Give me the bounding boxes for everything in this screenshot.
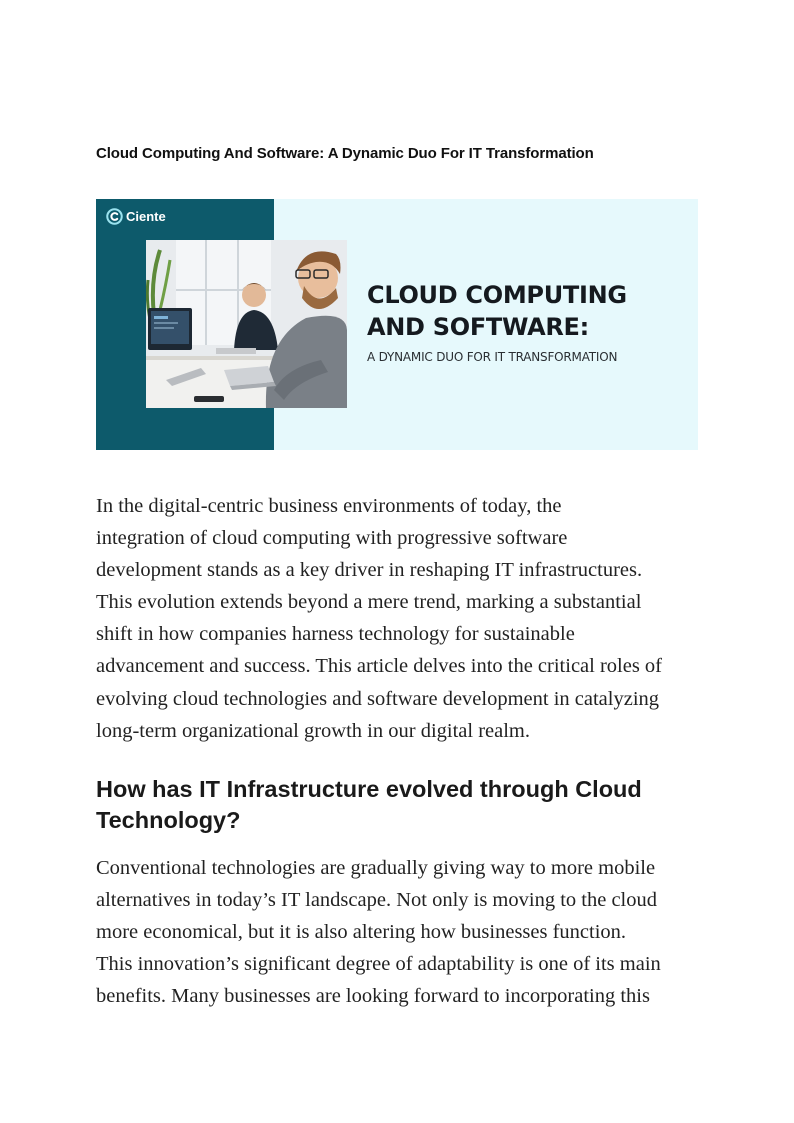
document-title: Cloud Computing And Software: A Dynamic Duo For IT Transformation (96, 145, 594, 162)
section-paragraph (96, 852, 716, 1012)
ciente-logo-icon (106, 208, 123, 225)
paragraph-line: development stands as a key driver in reshaping IT infrastructures. (96, 559, 643, 582)
banner-heading-line: CLOUD COMPUTING (367, 281, 627, 309)
office-workers-photo (146, 240, 347, 408)
paragraph-line: integration of cloud computing with progressive software (96, 527, 568, 550)
paragraph-line: benefits. Many businesses are looking forward to incorporating this (96, 985, 650, 1008)
paragraph-line: alternatives in today’s IT landscape. Not only is moving to the cloud (96, 889, 657, 912)
banner-heading (367, 279, 627, 343)
paragraph-line: In the digital-centric business environments of today, the (96, 495, 562, 517)
paragraph-line: Conventional technologies are gradually giving way to more mobile (96, 857, 656, 879)
section-heading-line: Technology? (96, 807, 241, 833)
section-heading (96, 774, 642, 836)
intro-paragraph (96, 490, 716, 747)
paragraph-line: This evolution extends beyond a mere trend, marking a substantial (96, 591, 642, 614)
paragraph-line: shift in how companies harness technology for sustainable (96, 623, 575, 646)
section-heading-line: How has IT Infrastructure evolved through Cloud (96, 776, 642, 802)
paragraph-line: more economical, but it is also altering how businesses function. (96, 921, 627, 944)
logo-text: Ciente (126, 209, 166, 224)
paragraph-line: evolving cloud technologies and software development in catalyzing (96, 687, 660, 710)
banner-subheading: A DYNAMIC DUO FOR IT TRANSFORMATION (367, 350, 618, 364)
paragraph-line: advancement and success. This article delves into the critical roles of (96, 655, 663, 678)
paragraph-line: This innovation’s significant degree of adaptability is one of its main (96, 953, 661, 976)
ciente-logo (106, 208, 166, 225)
banner-heading-line: AND SOFTWARE: (367, 313, 589, 341)
article-banner-image (96, 199, 698, 450)
paragraph-line: long-term organizational growth in our digital realm. (96, 719, 530, 742)
